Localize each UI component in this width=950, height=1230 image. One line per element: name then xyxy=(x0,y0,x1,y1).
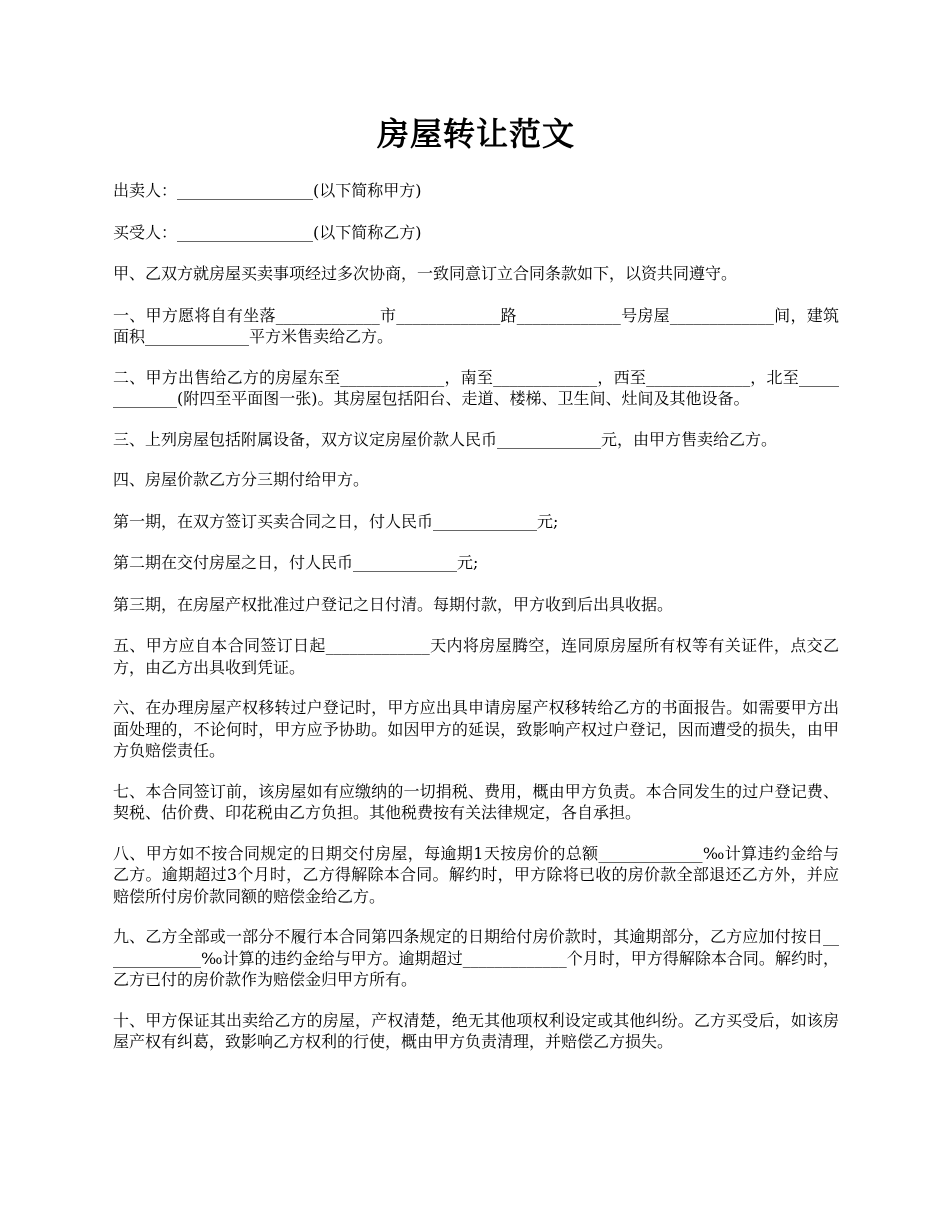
clause-4: 四、房屋价款乙方分三期付给甲方。 xyxy=(113,470,370,489)
clause-9: 九、乙方全部或一部分不履行本合同第四条规定的日期给付房价款时，其逾期部分，乙方应加付按日_____________‰计算的违约金给与甲方。逾期超过_____________个月时，甲方得解除本合同。解约时，乙方已付的房价款作为赔偿金归甲方所有。 xyxy=(113,927,839,989)
payment-phase-2: 第二期在交付房屋之日，付人民币_____________元; xyxy=(113,553,479,572)
payment-phase-1: 第一期，在双方签订买卖合同之日，付人民币_____________元; xyxy=(113,511,559,531)
clause-3: 三、上列房屋包括附属设备，双方议定房屋价款人民币_____________元，由甲方售卖给乙方。 xyxy=(113,429,778,449)
clause-10: 十、甲方保证其出卖给乙方的房屋，产权清楚，绝无其他项权利设定或其他纠纷。乙方买受后，如该房屋产权有纠葛，致影响乙方权利的行使，概由甲方负责清理，并赔偿乙方损失。 xyxy=(113,1010,839,1051)
seller-line: 出卖人：_________________(以下简称甲方) xyxy=(113,181,422,200)
payment-phase-3: 第三期，在房屋产权批准过户登记之日付清。每期付款，甲方收到后出具收据。 xyxy=(113,594,674,614)
document-title: 房屋转让范文 xyxy=(376,115,575,153)
clause-2: 二、甲方出售给乙方的房屋东至_____________，南至_____________，西至_____________，北至_____________(附四至平面图一张)。其房屋包括阳台、走道、楼梯、卫生间、灶间及其他设备。 xyxy=(113,367,839,408)
buyer-line: 买受人：_________________(以下简称乙方) xyxy=(113,222,422,242)
preamble-paragraph: 甲、乙双方就房屋买卖事项经过多次协商，一致同意订立合同条款如下，以资共同遵守。 xyxy=(113,264,738,283)
clause-6: 六、在办理房屋产权移转过户登记时，甲方应出具申请房屋产权移转给乙方的书面报告。如需要甲方出面处理的，不论何时，甲方应予协助。如因甲方的延误，致影响产权过户登记，因而遭受的损失，由甲方负赔偿责任。 xyxy=(113,698,839,760)
document-body xyxy=(113,180,839,1072)
clause-8: 八、甲方如不按合同规定的日期交付房屋，每逾期1天按房价的总额_____________‰计算违约金给与乙方。逾期超过3个月时，乙方得解除本合同。解约时，甲方除将已收的房价款全部退还乙方外，并应赔偿所付房价款同额的赔偿金给乙方。 xyxy=(113,843,839,906)
clause-7: 七、本合同签订前，该房屋如有应缴纳的一切捐税、费用，概由甲方负责。本合同发生的过户登记费、契税、估价费、印花税由乙方负担。其他税费按有关法律规定，各自承担。 xyxy=(113,781,839,822)
clause-1: 一、甲方愿将自有坐落_____________市_____________路_____________号房屋_____________间，建筑面积_____________平方米售卖给乙方。 xyxy=(113,305,839,346)
clause-5: 五、甲方应自本合同签订日起_____________天内将房屋腾空，连同原房屋所有权等有关证件，点交乙方，由乙方出具收到凭证。 xyxy=(113,636,839,677)
